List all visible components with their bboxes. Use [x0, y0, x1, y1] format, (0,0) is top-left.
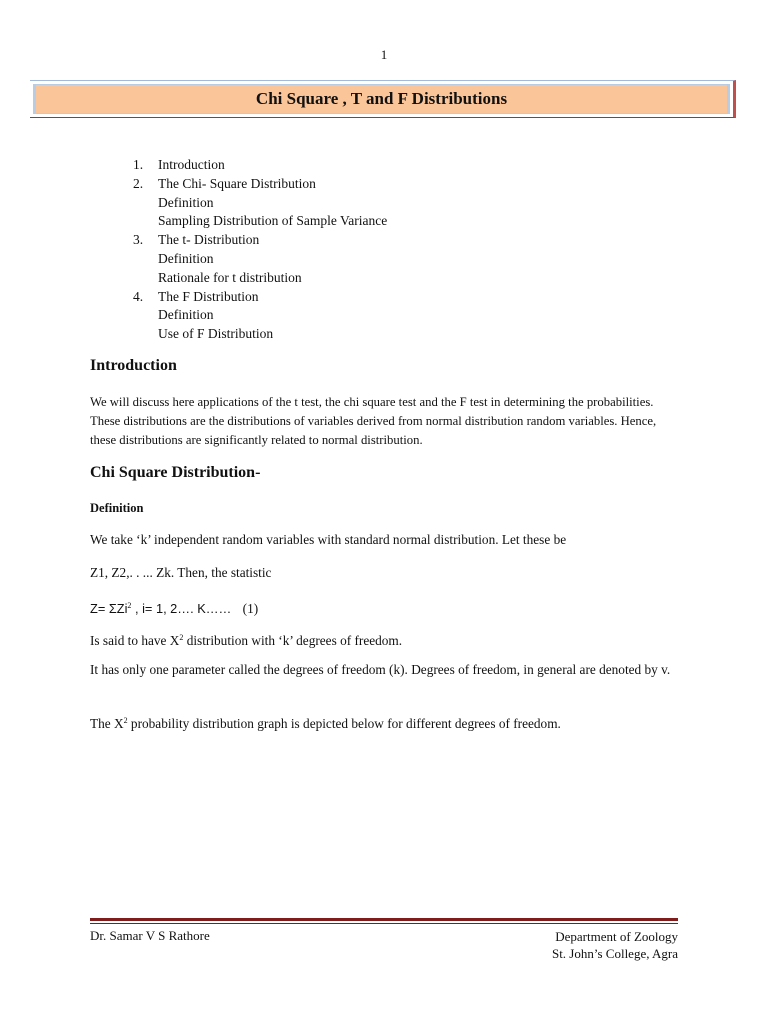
toc-number: 3.: [133, 232, 144, 248]
toc-subitem: Definition: [158, 194, 214, 210]
footer-author: Dr. Samar V S Rathore: [90, 928, 210, 943]
introduction-heading: Introduction: [90, 357, 177, 374]
formula-exponent: 2: [127, 601, 132, 610]
toc-number: 1.: [133, 157, 144, 172]
text-run: The X: [90, 716, 124, 731]
footer-affiliation: [552, 928, 678, 962]
toc-item: [133, 288, 387, 307]
introduction-paragraph: We will discuss here applications of the t test, the chi square test and the F test in determining the probabilities. These distributions are the distributions of variables derived from normal distribution random variables. Hence, these distributions are significantly related to normal distribution.: [90, 395, 657, 447]
text-run: probability distribution graph is depicted below for different degrees of freedom.: [127, 716, 561, 731]
document-title: Chi Square , T and F Distributions: [36, 85, 727, 113]
chi-paragraph-1: We take ‘k’ independent random variables with standard normal distribution. Let these be: [90, 532, 567, 547]
toc-label: The F Distribution: [158, 288, 259, 304]
chi-square-heading: Chi Square Distribution-: [90, 464, 261, 481]
chi-paragraph-2: Z1, Z2,. . ... Zk. Then, the statistic: [90, 565, 272, 580]
superscript: 2: [123, 716, 128, 725]
toc-item: [133, 175, 387, 194]
footer-divider-thin: [90, 923, 678, 924]
chi-formula: [90, 596, 682, 618]
footer-department: Department of Zoology: [555, 929, 678, 944]
chi-paragraph-4: [90, 628, 682, 650]
equation-number: (1): [242, 601, 259, 616]
toc-subitem: Use of F Distribution: [158, 326, 274, 342]
toc-subitem: Definition: [158, 307, 214, 323]
text-run: distribution with ‘k’ degrees of freedom.: [183, 633, 403, 648]
chi-paragraph-5: It has only one parameter called the degrees of freedom (k). Degrees of freedom, in general are denoted by v.: [90, 662, 671, 677]
table-of-contents: [133, 156, 387, 344]
formula-range: , i= 1, 2…. K……: [131, 601, 232, 616]
page-number: 1: [380, 47, 388, 62]
toc-number: 4.: [133, 288, 144, 304]
toc-number: 2.: [133, 175, 144, 191]
footer-divider: [90, 918, 678, 921]
toc-label: Introduction: [158, 157, 225, 172]
toc-label: The t- Distribution: [158, 232, 260, 248]
text-run: Is said to have X: [90, 633, 180, 648]
formula-text: Z= ΣZi: [90, 601, 128, 616]
toc-item: [133, 231, 387, 250]
superscript: 2: [179, 633, 184, 642]
footer-college: St. John’s College, Agra: [551, 946, 678, 961]
toc-label: The Chi- Square Distribution: [158, 175, 316, 191]
definition-label: Definition: [90, 501, 144, 515]
toc-item: [133, 156, 387, 175]
chi-paragraph-6: [90, 711, 682, 733]
toc-subitem: Sampling Distribution of Sample Variance: [158, 213, 388, 229]
title-box: [30, 80, 736, 118]
toc-subitem: Rationale for t distribution: [158, 269, 302, 285]
toc-subitem: Definition: [158, 250, 214, 266]
